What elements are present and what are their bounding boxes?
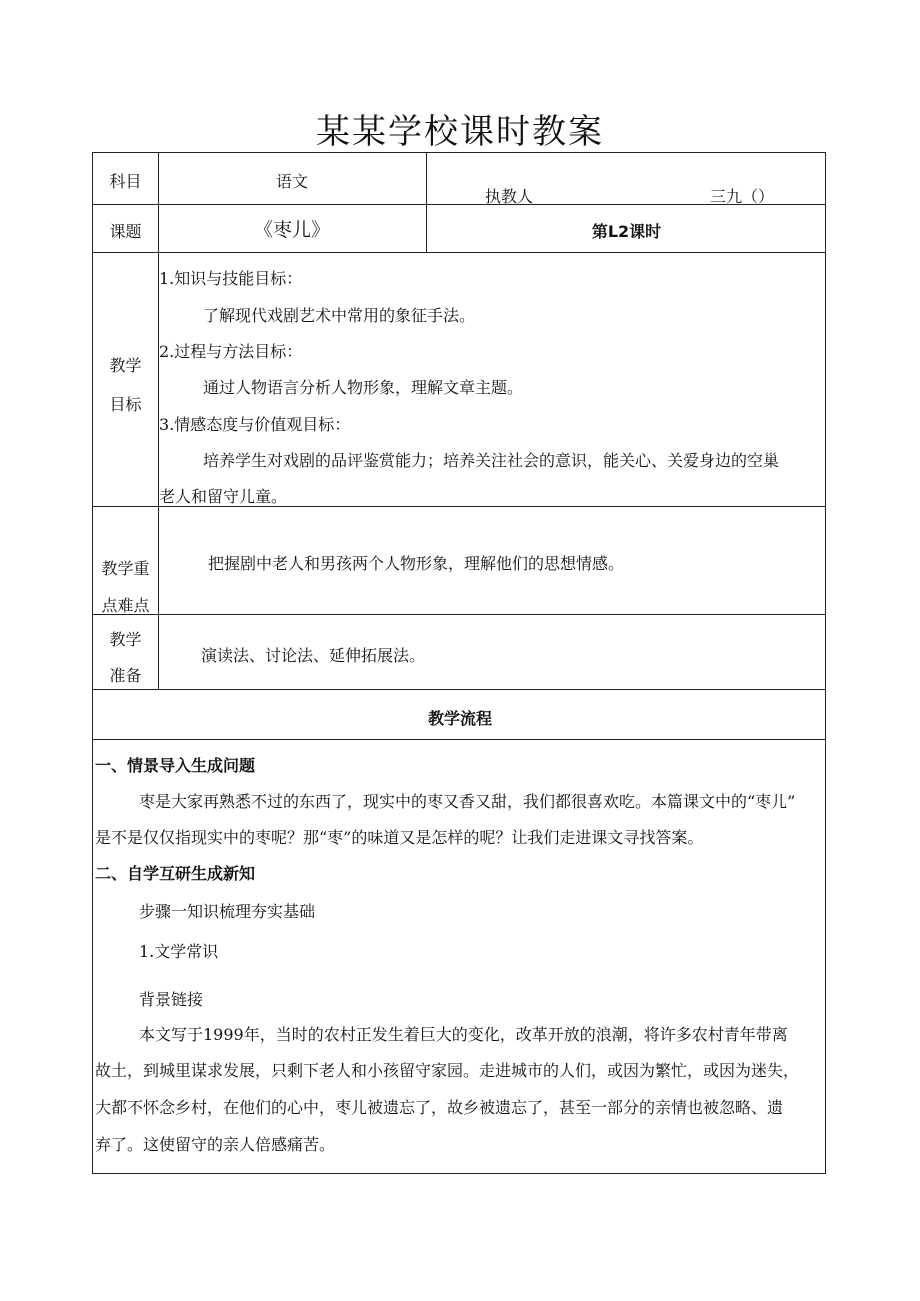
keypoints-label-line1: 教学重 <box>101 559 150 578</box>
row-divider <box>93 614 825 615</box>
objective-text-3-line2: 老人和留守儿童。 <box>159 487 288 506</box>
keypoints-label-line2: 点难点 <box>101 596 150 615</box>
keypoints-text: 把握剧中老人和男孩两个人物形象，理解他们的思想情感。 <box>208 554 625 573</box>
page-title: 某某学校课时教案 <box>316 112 604 152</box>
row-divider <box>93 252 825 253</box>
section2-title: 二、自学互研生成新知 <box>95 864 256 883</box>
lesson-plan-table <box>92 152 826 1174</box>
objective-text-3-line1: 培养学生对戏剧的品评鉴赏能力；培养关注社会的意识，能关心、关爱身边的空巢 <box>203 451 780 470</box>
item1-label: 1.文学常识 <box>139 942 219 961</box>
preparation-label-line2: 准备 <box>109 666 142 685</box>
section1-line1: 枣是大家再熟悉不过的东西了，现实中的枣又香又甜，我们都很喜欢吃。本篇课文中的“枣儿” <box>139 792 796 811</box>
topic-value: 《枣儿》 <box>253 219 330 241</box>
objectives-label-line1: 教学 <box>109 356 142 375</box>
objective-heading-1: 1.知识与技能目标： <box>159 269 303 288</box>
topic-label: 课题 <box>109 222 142 241</box>
flow-heading: 教学流程 <box>427 709 492 728</box>
section1-line2: 是不是仅仅指现实中的枣呢？那“枣”的味道又是怎样的呢？让我们走进课文寻找答案。 <box>95 828 704 847</box>
row-divider <box>93 689 825 690</box>
background-line4: 弃了。这使留守的亲人倍感痛苦。 <box>95 1135 336 1154</box>
preparation-label-line1: 教学 <box>109 630 142 649</box>
row-divider <box>93 739 825 740</box>
step1-label: 步骤一知识梳理夯实基础 <box>139 902 316 921</box>
class-value: 三九（） <box>710 187 775 206</box>
subject-value: 语文 <box>275 172 308 191</box>
lesson-number: 第L2课时 <box>591 222 662 241</box>
background-label: 背景链接 <box>139 990 204 1009</box>
teacher-label: 执教人 <box>485 187 534 206</box>
section1-title: 一、情景导入生成问题 <box>95 756 256 775</box>
preparation-text: 演读法、讨论法、延伸拓展法。 <box>201 646 426 665</box>
objectives-label-line2: 目标 <box>109 395 142 414</box>
objective-text-2: 通过人物语言分析人物形象，理解文章主题。 <box>203 378 524 397</box>
objective-heading-2: 2.过程与方法目标： <box>159 342 303 361</box>
background-line1: 本文写于1999年，当时的农村正发生着巨大的变化，改革开放的浪潮，将许多农村青年带离 <box>139 1025 788 1044</box>
subject-label: 科目 <box>109 172 142 191</box>
objective-heading-3: 3.情感态度与价值观目标： <box>159 415 351 434</box>
objective-text-1: 了解现代戏剧艺术中常用的象征手法。 <box>203 306 476 325</box>
background-line2: 故土，到城里谋求发展，只剩下老人和小孩留守家园。走进城市的人们，或因为繁忙，或因为迷失， <box>95 1061 800 1080</box>
background-line3: 大都不怀念乡村，在他们的心中，枣儿被遗忘了，故乡被遗忘了，甚至一部分的亲情也被忽略、遗 <box>95 1098 784 1117</box>
